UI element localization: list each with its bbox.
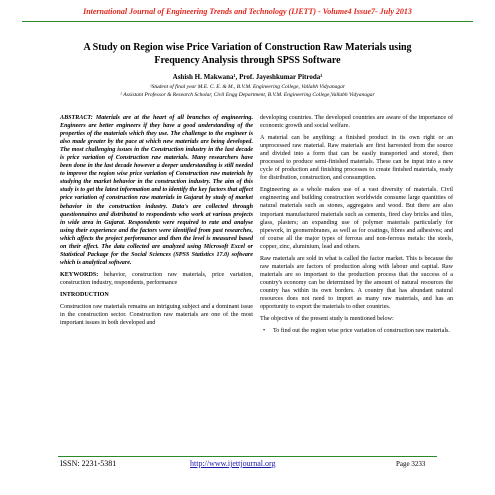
right-paragraph-4: Raw materials are sold in what is called the factor market. This is because the raw materials are factors of production along with labour and capital. Raw materials are so important to the production process that the success of a country's economy can be determined by the amount of natural resources the country has within its own borders. A country that has abundant natural resources does not need to import as many raw materials, and has an opportunity to export the materials to other countries. [260, 255, 453, 311]
paper-title: A Study on Region wise Price Variation of Construction Raw Materials using Frequency Analysis through SPSS Software [83, 42, 412, 66]
objective-text: To find out the region wise price variation of construction raw materials. [273, 328, 450, 335]
affiliation-2: ² Assistant Professor & Research Scholar, Civil Engg Department, B.V.M. Engineering College,Vallabh Vidyanagar [120, 92, 375, 98]
footer-rule [58, 456, 437, 457]
keywords [60, 271, 253, 287]
right-paragraph-1: developing countries. The developed countries are aware of the importance of economic growth and social welfare. [260, 115, 453, 130]
keywords-label: KEYWORDS: [60, 271, 99, 278]
right-column [260, 114, 453, 339]
footer-journal-link[interactable]: http://www.ijettjournal.org [190, 459, 276, 468]
affiliation-1: ¹Student of final year M.E. C. E. & M., B.V.M. Engineering College, Vallabh Vidyanagar [150, 84, 345, 90]
keywords-text: behavior, construction raw materials, price variation, construction industry, respondents, performance [60, 271, 253, 286]
right-paragraph-3: Engineering as a whole makes use of a vast diversity of materials. Civil engineering and building construction worldwide consume large quantities of natural materials such as stones, aggregates and wood. But there are also important manufactured materials such as cements, fired clay bricks and tiles, glass, plasters; an expanding use of polymer materials particularly for pipework, in geomembranes, as well as for coatings, fibres and adhesives; and of course all the major types of ferrous and non-ferrous metals: the steels, copper, zinc, aluminium, lead and others. [260, 187, 453, 250]
section-heading-introduction: INTRODUCTION [60, 291, 109, 298]
footer-page-number: Page 3233 [396, 460, 426, 468]
right-paragraph-2: A material can be anything: a finished product in its own right or an unprocessed raw material. Raw materials are first harvested from the source and divided into a form that can be easily transported and stored, then processed to produce semi-finished materials. These can be input into a new cycle of production and finishing processes to create finished materials, ready for distribution, construction, and consumption. [260, 135, 453, 182]
intro-paragraph: Construction raw materials remains an intriguing subject and a dominant issue in the construction sector. Construction raw materials are one of the most important issues in both developed and [60, 304, 253, 327]
footer-issn: ISSN: 2231-5381 [60, 459, 117, 468]
author-line: Ashish H. Makwana¹, Prof. Jayeshkumar Pitroda² [172, 73, 323, 81]
abstract: ABSTRACT: Materials are at the heart of all branches of engineering. Engineers are better engineers if they have a good understanding of the properties of the materials which they use. The challenge to the engineer is also made greater by the pace at which new materials are being developed. The most challenging issues in the Construction industry in the last decade is price variation of Construction raw materials. Many researchers have been done in the last decade however a deeper understanding is still needed to improve the region wise price variation of Construction raw materials by studying the market behavior in the construction industry. The aim of this study is to get the latest information and to identify the key factors that affect price variation of construction raw materials in Gujarat by study of market behavior in the construction industry. Data's are collected through questionnaires and distributed to respondents who work at various projects in wide area in Gujarat. Respondents were required to rate and analyse using their experience and the factors were identified from past researches, which affects the project performance and then the level is measured based on their effect. The data collected are analyzed using Microsoft Excel or Statistical Package for the Social Sciences (SPSS Statistics 17.0) software which is analytical software. [60, 115, 253, 266]
right-paragraph-5: The objective of the present study is mentioned below: [260, 316, 394, 323]
header-rule [22, 21, 473, 22]
objective-bullet [260, 327, 453, 335]
left-column [60, 114, 253, 331]
bullet-icon: • [263, 328, 266, 335]
journal-header: International Journal of Engineering Trends and Technology (IJETT) - Volume4 Issue7- July 2013 [83, 7, 412, 16]
